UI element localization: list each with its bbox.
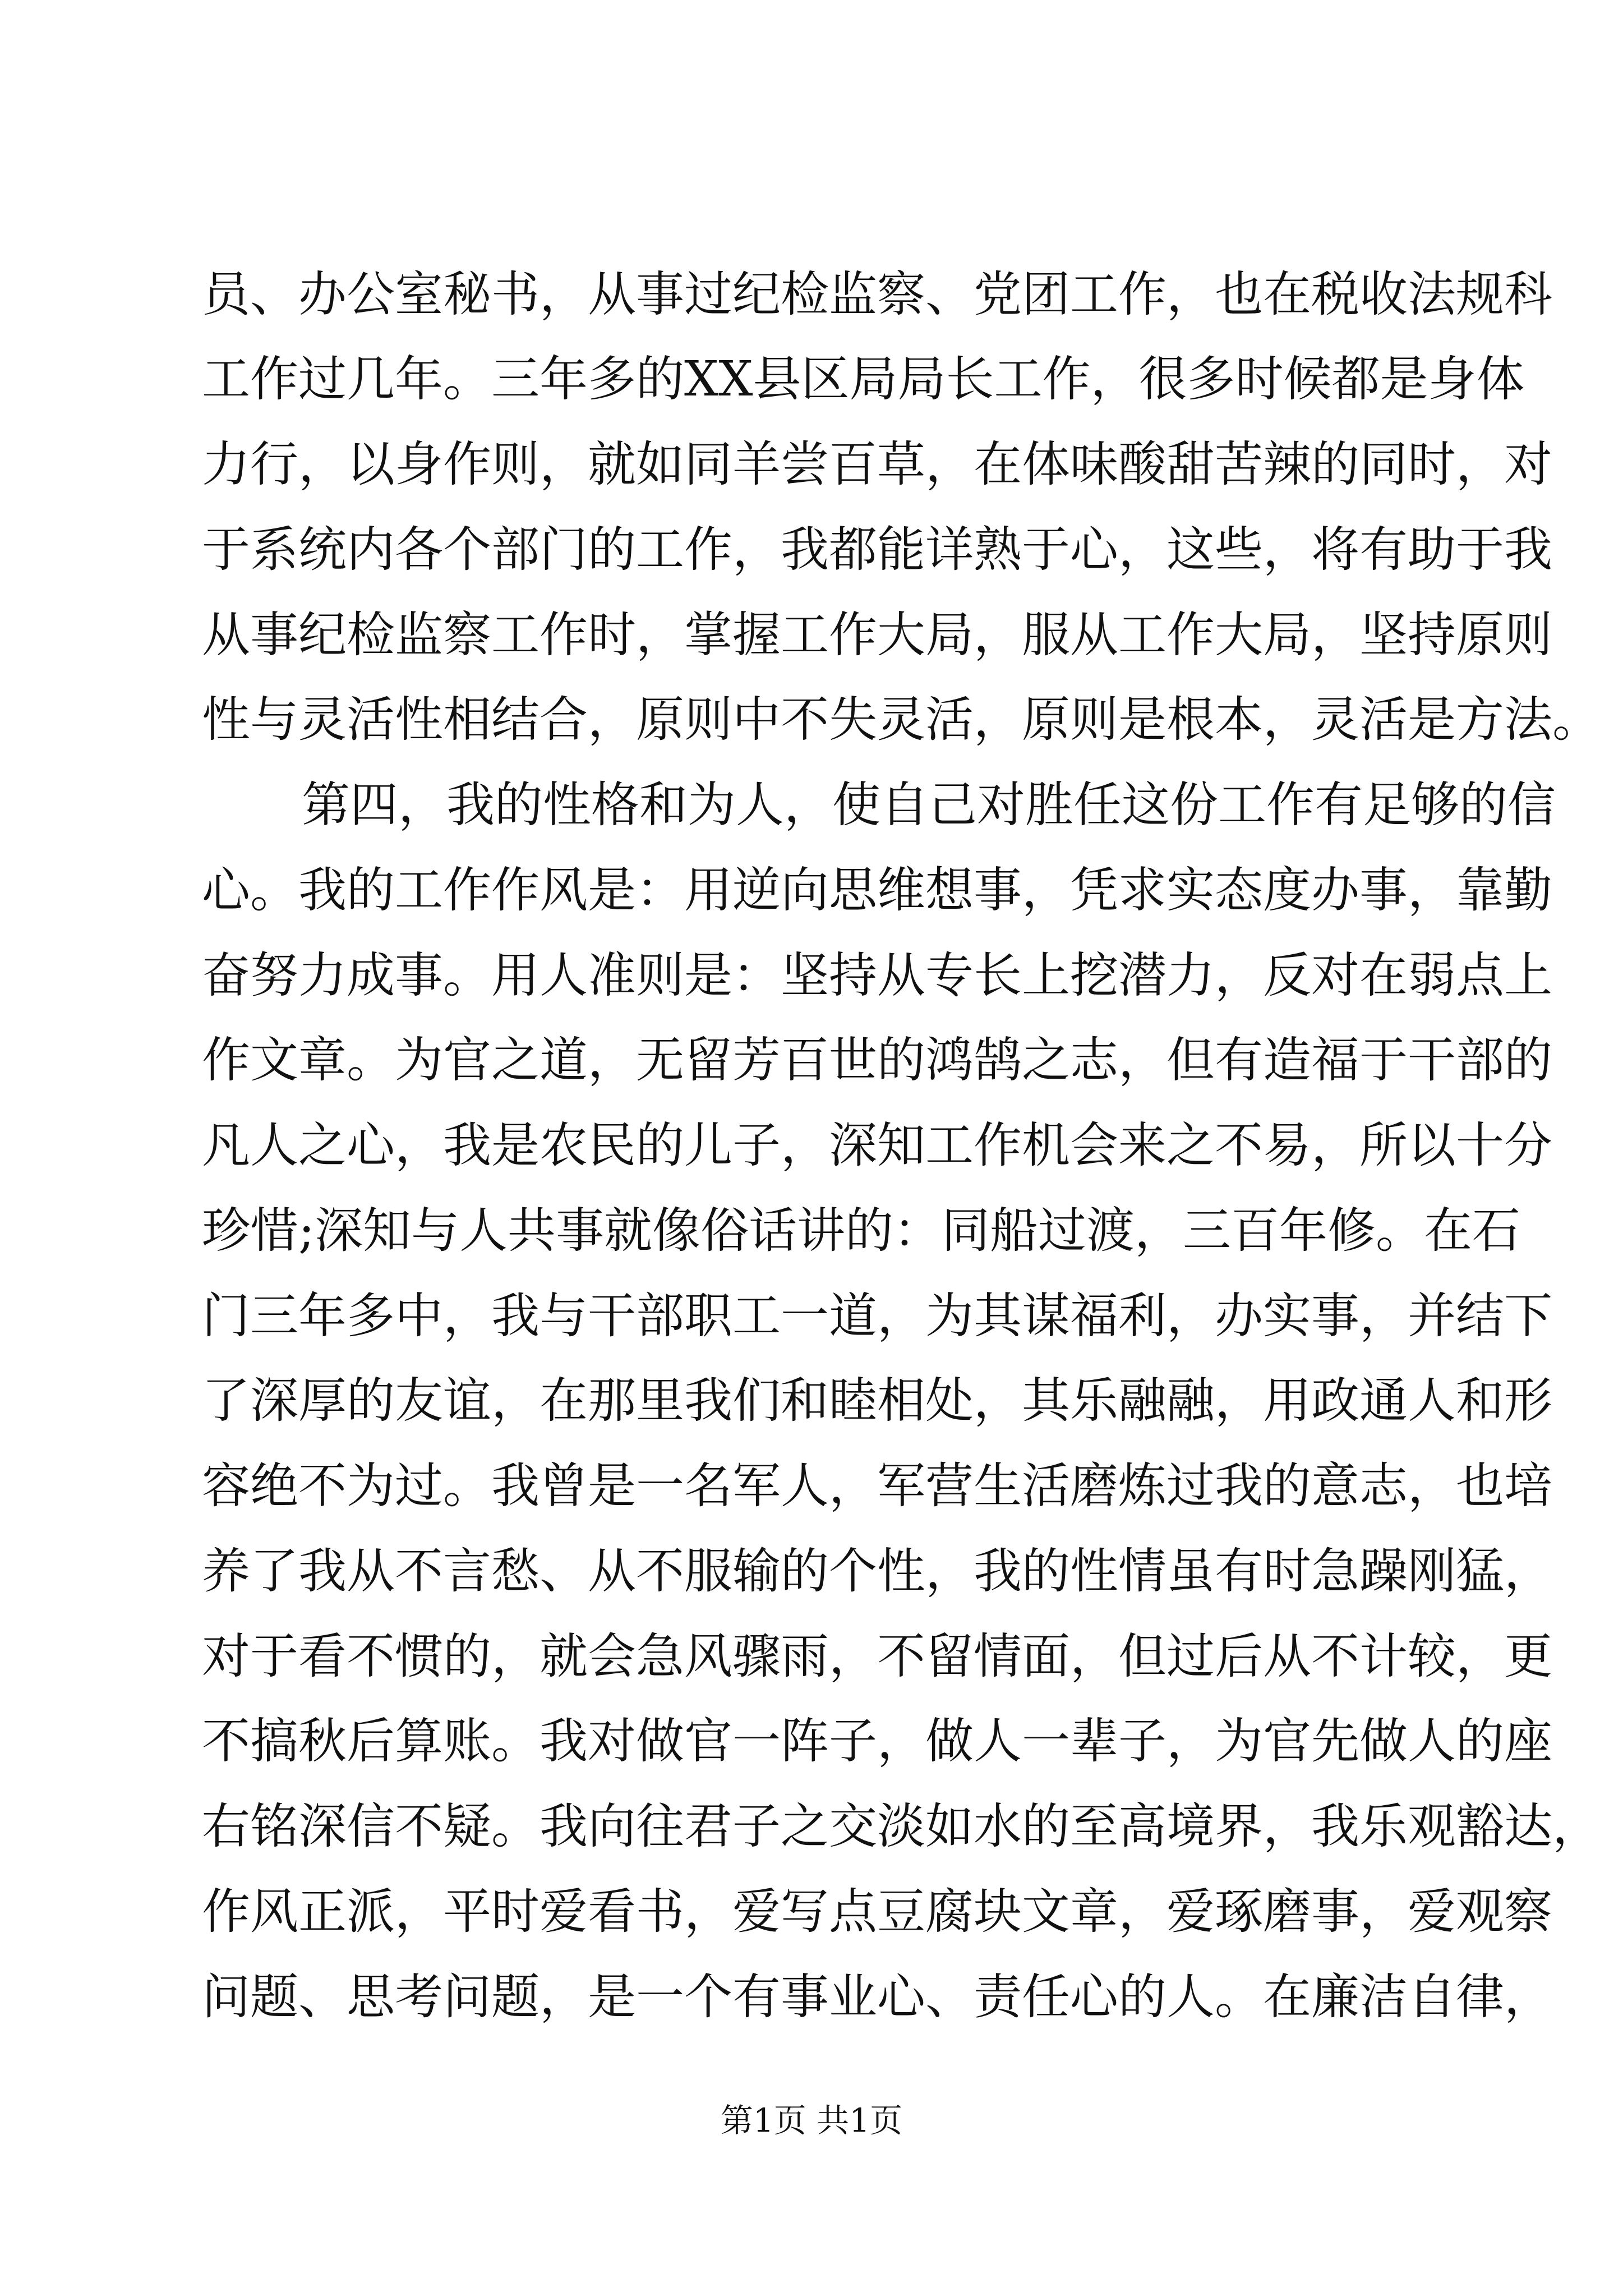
body-text-line-11: 凡人之心，我是农民的儿子，深知工作机会来之不易，所以十分 [202,1117,1552,1174]
body-text-line-16: 养了我从不言愁、从不服输的个性，我的性情虽有时急躁刚猛， [202,1543,1552,1599]
body-text-line-10: 作文章。为官之道，无留芳百世的鸿鹄之志，但有造福于干部的 [202,1032,1552,1088]
body-text-line-12: 珍惜;深知与人共事就像俗话讲的：同船过渡，三百年修。在石 [202,1203,1520,1259]
body-text-line-7: 第四，我的性格和为人，使自己对胜任这份工作有足够的信 [302,777,1556,833]
body-text-line-8: 心。我的工作作风是：用逆向思维想事，凭求实态度办事，靠勤 [202,862,1552,918]
body-text-line-6: 性与灵活性相结合，原则中不失灵活，原则是根本，灵活是方法。 [202,692,1601,748]
body-text-line-15: 容绝不为过。我曾是一名军人，军营生活磨炼过我的意志，也培 [202,1458,1552,1514]
body-text-line-3: 力行，以身作则，就如同羊尝百草，在体味酸甜苦辣的同时，对 [202,436,1552,493]
body-text-line-17: 对于看不惯的，就会急风骤雨，不留情面，但过后从不计较，更 [202,1628,1552,1685]
body-text-line-18: 不搞秋后算账。我对做官一阵子，做人一辈子，为官先做人的座 [202,1713,1552,1769]
body-text-line-14: 了深厚的友谊，在那里我们和睦相处，其乐融融，用政通人和形 [202,1373,1552,1429]
body-text-line-1: 员、办公室秘书，从事过纪检监察、党团工作，也在税收法规科 [202,266,1552,323]
body-text-line-5: 从事纪检监察工作时，掌握工作大局，服从工作大局，坚持原则 [202,607,1552,663]
body-text-line-4: 于系统内各个部门的工作，我都能详熟于心，这些，将有助于我 [202,522,1552,578]
body-text-line-21: 问题、思考问题，是一个有事业心、责任心的人。在廉洁自律， [202,1969,1552,2025]
page-footer: 第1页 共1页 [720,2101,903,2139]
body-text-line-2: 工作过几年。三年多的XX县区局局长工作，很多时候都是身体 [202,351,1525,407]
body-text-line-19: 右铭深信不疑。我向往君子之交淡如水的至高境界，我乐观豁达， [202,1798,1601,1855]
body-text-line-13: 门三年多中，我与干部职工一道，为其谋福利，办实事，并结下 [202,1288,1552,1344]
body-text-line-9: 奋努力成事。用人准则是：坚持从专长上挖潜力，反对在弱点上 [202,947,1552,1004]
body-text-line-20: 作风正派，平时爱看书，爱写点豆腐块文章，爱琢磨事，爱观察 [202,1884,1552,1940]
